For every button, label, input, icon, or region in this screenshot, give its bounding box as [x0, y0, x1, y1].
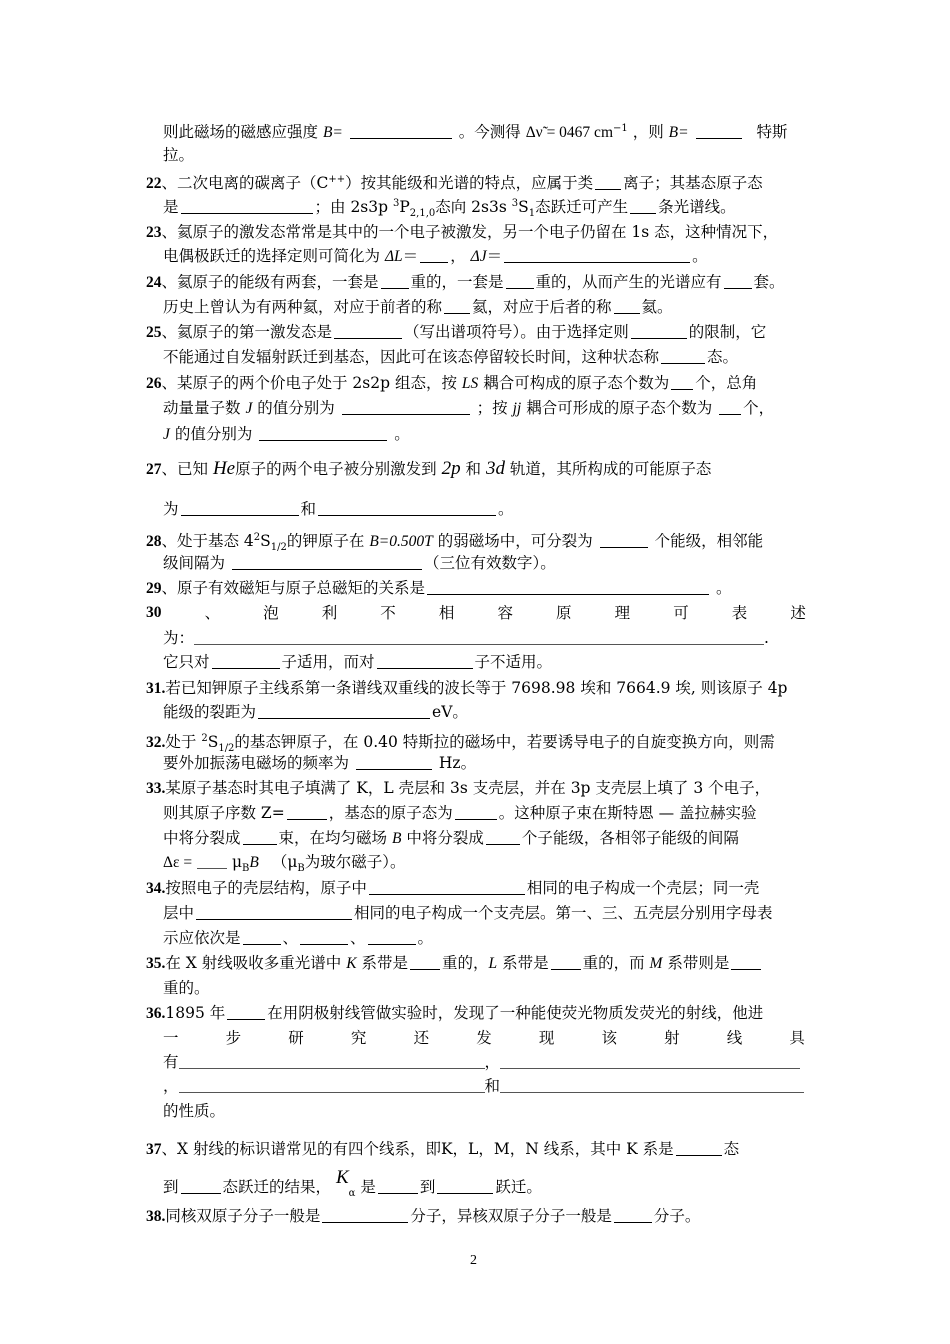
q33-line1 — [146, 778, 770, 799]
var: He — [212, 458, 236, 479]
var: M — [649, 955, 663, 972]
answer-blank[interactable] — [342, 400, 470, 415]
var: K — [335, 1167, 349, 1188]
text: 个， — [743, 399, 775, 417]
superscript: 3 — [511, 198, 519, 209]
text: 相同的电子构成一个壳层；同一壳 — [526, 879, 760, 897]
question-number: 31. — [146, 680, 166, 697]
answer-blank[interactable] — [696, 124, 742, 139]
text: . — [764, 629, 769, 647]
text: 条光谱线。 — [658, 198, 736, 216]
var: B — [249, 854, 259, 871]
answer-blank[interactable] — [287, 805, 327, 820]
superscript: −1 — [613, 123, 628, 134]
text: 原子的两个电子被分别激发到 — [235, 460, 437, 478]
q33-line2 — [163, 803, 757, 823]
term-symbol: S — [207, 733, 219, 751]
q28-line2 — [163, 553, 556, 573]
text: 分子。 — [653, 1207, 701, 1225]
text: 、氦原子的激发态常常是其中的一个电子被激发，另一个电子仍留在 1s 态，这种情况下， — [161, 223, 779, 241]
q22-line2 — [163, 194, 736, 224]
subscript: B — [297, 863, 305, 874]
question-number: 29 — [146, 580, 162, 597]
text: ；按 — [476, 399, 508, 417]
answer-blank[interactable] — [506, 274, 534, 289]
q27-line1 — [146, 459, 711, 480]
question-number: 30 — [146, 604, 162, 621]
answer-blank[interactable] — [444, 299, 470, 314]
text: 示应依次是 — [163, 929, 241, 947]
symbol: μ — [231, 853, 243, 871]
answer-blank[interactable] — [243, 830, 277, 845]
text: 和 — [465, 460, 482, 478]
text: 是 — [163, 198, 179, 216]
answer-blank[interactable] — [500, 1078, 804, 1093]
text: 。今测得 — [458, 123, 521, 141]
text: 中将分裂成 — [406, 829, 484, 847]
text: 在用阴极射线管做实验时，发现了一种能使荧光物质发荧光的射线，他进 — [267, 1004, 764, 1022]
question-number: 25 — [146, 324, 162, 341]
text: 轨道，其所构成的可能原子态 — [509, 460, 712, 478]
q21-line2: 拉。 — [163, 146, 195, 164]
q26-line1 — [146, 373, 757, 394]
text: 离子；其基态原子态 — [623, 174, 763, 192]
text: 、氦原子的能级有两套，一套是 — [161, 273, 379, 291]
text: 则此磁场的磁感应强度 — [163, 123, 319, 141]
answer-blank[interactable] — [731, 955, 761, 970]
text: 系带是 — [502, 954, 549, 972]
answer-blank[interactable] — [197, 854, 227, 869]
text: 同核双原子分子一般是 — [165, 1207, 321, 1225]
var: K — [346, 955, 357, 972]
text: 、 — [350, 929, 366, 947]
text: 若已知钾原子主线系第一条谱线双重线的波长等于 7698.98 埃和 7664.9 埃, 则该原子 4p — [165, 679, 788, 697]
q36-line1 — [146, 1003, 763, 1024]
var: 3d — [485, 458, 505, 479]
text: （三位有效数字）。 — [423, 554, 556, 572]
q24-line1 — [146, 272, 785, 293]
text: 能级的裂距为 — [163, 703, 257, 721]
text: 处于 — [165, 733, 197, 751]
text: 容 — [497, 604, 513, 622]
question-number: 22 — [146, 175, 162, 192]
text: 、已知 — [161, 460, 209, 478]
text: 相 — [438, 604, 455, 622]
q38-line1 — [146, 1206, 700, 1227]
text: 该 — [601, 1029, 617, 1047]
text: 射 — [664, 1029, 680, 1047]
var: J — [245, 400, 253, 417]
text: 重的，而 — [582, 954, 645, 972]
text: 历史上曾认为有两种氦，对应于前者的称 — [163, 298, 443, 316]
text: 子不适用。 — [474, 653, 553, 671]
text: 态 — [723, 1140, 740, 1158]
var: ΔL — [384, 248, 403, 265]
text: 、处于基态 4 — [161, 532, 254, 550]
text: 1895 年 — [165, 1004, 226, 1022]
text: 、 — [204, 604, 221, 622]
answer-blank[interactable] — [369, 880, 525, 895]
text: 它只对 — [163, 653, 210, 671]
text: 的限制，它 — [688, 323, 767, 341]
answer-blank[interactable] — [368, 930, 416, 945]
text: 态。 — [707, 348, 739, 366]
superscript: 2 — [201, 733, 208, 744]
question-number: 26 — [146, 375, 162, 392]
answer-blank[interactable] — [334, 324, 402, 339]
q30-line1 — [146, 603, 806, 623]
q30-line2 — [163, 628, 769, 648]
subscript: 1/2 — [270, 542, 287, 553]
answer-blank[interactable] — [181, 501, 299, 516]
text: 电偶极跃迁的选择定则可简化为 — [163, 247, 381, 265]
text: 原 — [556, 604, 572, 622]
text: 。 — [394, 425, 410, 443]
answer-blank[interactable] — [181, 1179, 221, 1194]
text: 氦，对应于后者的称 — [472, 298, 612, 316]
text: 是 — [360, 1178, 376, 1196]
text: 研 — [288, 1029, 304, 1047]
subscript: 1/2 — [218, 743, 235, 754]
subscript: B — [242, 863, 250, 874]
answer-blank[interactable] — [600, 533, 648, 548]
text: 、 — [282, 929, 299, 947]
q31-line1 — [146, 678, 787, 699]
answer-blank[interactable] — [322, 1208, 408, 1223]
text: 个，总角 — [695, 374, 758, 392]
answer-blank[interactable] — [551, 955, 581, 970]
text: ＝ — [402, 247, 419, 265]
subscript: 1 — [528, 208, 536, 219]
var: B=0.500T — [369, 533, 433, 550]
text: 的值分别为 — [174, 425, 253, 443]
text: 。 — [692, 247, 708, 265]
q27-line2 — [163, 499, 514, 519]
text: 和 — [484, 1077, 501, 1095]
q26-line3 — [163, 424, 410, 445]
question-number: 36. — [146, 1005, 166, 1022]
text: 到 — [163, 1178, 179, 1196]
text: 利 — [321, 604, 338, 622]
text: 、X 射线的标识谱常见的有四个线系，即K，L，M，N 线系，其中 K 系是 — [161, 1140, 674, 1158]
answer-blank[interactable] — [381, 274, 409, 289]
text: 。 — [417, 929, 434, 947]
text: 氦。 — [641, 298, 673, 316]
text: 重的， — [442, 954, 489, 972]
answer-blank[interactable] — [378, 1179, 418, 1194]
answer-blank[interactable] — [676, 1141, 722, 1156]
answer-blank[interactable] — [181, 199, 313, 214]
text: 为： — [163, 629, 195, 647]
q35-line1 — [146, 953, 763, 974]
answer-blank[interactable] — [420, 248, 448, 263]
symbol: μ — [287, 853, 298, 871]
text: 个能级，相邻能 — [654, 532, 764, 550]
answer-blank[interactable] — [427, 580, 709, 595]
q36-line3 — [163, 1052, 800, 1072]
text: 究 — [350, 1029, 367, 1047]
text: 跃迁。 — [495, 1178, 542, 1196]
text: 一 — [163, 1029, 179, 1047]
answer-blank[interactable] — [259, 426, 387, 441]
text: 。这种原子束在斯特恩 — 盖拉赫实验 — [498, 804, 757, 822]
text: 现 — [538, 1029, 555, 1047]
answer-blank[interactable] — [410, 955, 440, 970]
text: 泡 — [263, 604, 279, 622]
text: ，基态的原子态为 — [328, 804, 453, 822]
text: 。 — [715, 579, 732, 597]
answer-blank[interactable] — [724, 274, 752, 289]
superscript: 3 — [392, 198, 400, 209]
text: 的弱磁场中，可分裂为 — [437, 532, 593, 550]
answer-blank[interactable] — [630, 199, 656, 214]
question-number: 27 — [146, 461, 162, 478]
text: 述 — [790, 604, 806, 622]
answer-blank[interactable] — [212, 654, 280, 669]
text: 态跃迁可产生 — [535, 198, 629, 216]
q37-line2 — [163, 1167, 542, 1204]
page-number: 2 — [470, 1253, 477, 1268]
q37-line1 — [146, 1139, 739, 1160]
text: ， — [450, 247, 466, 265]
text: 为 — [163, 500, 179, 518]
text: 系带则是 — [667, 954, 730, 972]
text: 分子，异核双原子分子一般是 — [410, 1207, 612, 1225]
q23-line2 — [163, 246, 708, 267]
text: 可 — [673, 604, 689, 622]
question-number: 38. — [146, 1208, 166, 1225]
var: LS — [461, 375, 479, 392]
text: 还 — [413, 1029, 430, 1047]
q36-line5: 的性质。 — [163, 1102, 226, 1120]
q29-line1 — [146, 578, 731, 599]
answer-blank[interactable] — [377, 654, 473, 669]
question-number: 35. — [146, 955, 166, 972]
answer-blank[interactable] — [504, 248, 690, 263]
text: 具 — [789, 1029, 805, 1047]
text: 有 — [163, 1053, 179, 1071]
answer-blank[interactable] — [179, 1078, 485, 1093]
text: 和 — [300, 500, 317, 518]
text: 系带是 — [361, 954, 408, 972]
text: 耦合可构成的原子态个数为 — [483, 374, 670, 392]
superscript: 2 — [253, 532, 261, 543]
q24-line2 — [163, 297, 673, 317]
text: 相同的电子构成一个支壳层。第一、三、五壳层分别用字母表 — [354, 904, 773, 922]
answer-blank[interactable] — [196, 905, 352, 920]
question-number: 34. — [146, 880, 166, 897]
text: 、原子有效磁矩与原子总磁矩的关系是 — [161, 579, 426, 597]
text: 发 — [476, 1029, 492, 1047]
q25-line1 — [146, 322, 766, 343]
text: 层中 — [163, 904, 195, 922]
answer-blank[interactable] — [719, 400, 741, 415]
text: 动量量子数 — [163, 399, 241, 417]
text: 为玻尔磁子）。 — [304, 853, 406, 871]
q31-line2 — [163, 702, 468, 722]
answer-blank[interactable] — [194, 630, 764, 645]
answer-blank[interactable] — [227, 1005, 265, 1020]
text: 中将分裂成 — [163, 829, 241, 847]
answer-blank[interactable] — [437, 1179, 493, 1194]
text: 束，在均匀磁场 — [278, 829, 388, 847]
answer-blank[interactable] — [356, 755, 432, 770]
answer-blank[interactable] — [486, 830, 520, 845]
text: 某原子基态时其电子填满了 K，L 壳层和 3s 支壳层，并在 3p 支壳层上填了 3 个电子， — [165, 779, 771, 797]
q35-line2: 重的。 — [163, 979, 210, 997]
question-number: 23 — [146, 224, 162, 241]
text: 特斯 — [756, 123, 788, 141]
question-number: 24 — [146, 274, 162, 291]
answer-blank[interactable] — [350, 124, 452, 139]
q33-line3 — [163, 828, 739, 849]
text: 级间隔为 — [163, 554, 226, 572]
text: Hz。 — [438, 754, 477, 772]
text: 的钾原子在 — [286, 532, 365, 550]
subscript: 2,1,0 — [409, 208, 436, 219]
q33-line4 — [163, 852, 406, 879]
text: （写出谱项符号）。由于选择定则 — [404, 323, 629, 341]
term-symbol: P — [399, 198, 410, 216]
text: 不 — [380, 604, 396, 622]
answer-blank[interactable] — [671, 375, 693, 390]
q36-line4 — [163, 1076, 804, 1096]
text: 在 X 射线吸收多重光谱中 — [165, 954, 342, 972]
var: B= — [668, 124, 689, 141]
answer-blank[interactable] — [500, 1054, 800, 1069]
q34-line1 — [146, 878, 759, 899]
text: （ — [271, 853, 288, 871]
answer-blank[interactable] — [595, 175, 621, 190]
text: ；由 2s3p — [314, 198, 389, 216]
var: B — [391, 830, 402, 847]
var: ΔJ — [470, 248, 487, 265]
text: 态跃迁的结果， — [222, 1178, 332, 1196]
text: 重的，一套是 — [410, 273, 504, 291]
text: 、某原子的两个价电子处于 2s2p 组态，按 — [161, 374, 457, 392]
text: ）按其能级和光谱的特点，应属于类 — [345, 174, 594, 192]
text: 步 — [225, 1029, 242, 1047]
text: 个子能级，各相邻子能级的间隔 — [521, 829, 739, 847]
text: 的基态钾原子，在 0.40 特斯拉的磁场中，若要诱导电子的自旋变换方向，则需 — [234, 733, 775, 751]
text: 的值分别为 — [257, 399, 335, 417]
answer-blank[interactable] — [614, 1208, 652, 1223]
answer-blank[interactable] — [300, 930, 348, 945]
text: 按照电子的壳层结构，原子中 — [165, 879, 367, 897]
answer-blank[interactable] — [455, 805, 497, 820]
text: 线 — [726, 1029, 743, 1047]
text: ，则 — [632, 123, 664, 141]
superscript: ++ — [328, 174, 346, 185]
text: 、氦原子的第一激发态是 — [161, 323, 333, 341]
formula: Δν̃ = 0467 cm — [525, 124, 613, 141]
text: 理 — [614, 604, 631, 622]
text: 表 — [731, 604, 748, 622]
text: 到 — [419, 1178, 436, 1196]
question-number: 37 — [146, 1141, 162, 1158]
text: 耦合可形成的原子态个数为 — [526, 399, 713, 417]
text: 态向 2s3s — [435, 198, 507, 216]
term-symbol: S — [518, 198, 529, 216]
q34-line3 — [163, 928, 433, 948]
term-symbol: S — [260, 532, 271, 550]
question-number: 33. — [146, 780, 166, 797]
answer-blank[interactable] — [232, 555, 422, 570]
text: 。 — [498, 500, 514, 518]
q34-line2 — [163, 903, 773, 923]
text: 重的，从而产生的光谱应有 — [535, 273, 722, 291]
var: B= — [322, 124, 343, 141]
answer-blank[interactable] — [661, 349, 705, 364]
var: jj — [512, 400, 522, 417]
answer-blank[interactable] — [631, 324, 687, 339]
q26-line2 — [163, 398, 774, 419]
answer-blank[interactable] — [614, 299, 640, 314]
answer-blank[interactable] — [258, 704, 430, 719]
text: 不能通过自发辐射跃迁到基态，因此可在该态停留较长时间，这种状态称 — [163, 348, 660, 366]
answer-blank[interactable] — [318, 501, 496, 516]
var: J — [163, 426, 170, 443]
text: ， — [163, 1077, 179, 1095]
var: L — [488, 955, 498, 972]
text: Δε = — [163, 854, 193, 871]
text: eV。 — [432, 703, 468, 721]
text: 要外加振荡电磁场的频率为 — [163, 754, 350, 772]
q30-line3 — [163, 652, 552, 672]
question-number: 32. — [146, 734, 166, 751]
var: 2p — [441, 458, 461, 479]
q36-line2 — [163, 1028, 805, 1048]
text: 则其原子序数 Z= — [163, 804, 285, 822]
answer-blank[interactable] — [243, 930, 281, 945]
q21-line1 — [163, 119, 787, 143]
answer-blank[interactable] — [179, 1054, 485, 1069]
question-number: 28 — [146, 533, 162, 550]
q23-line1 — [146, 222, 778, 243]
q22-line1 — [146, 170, 763, 194]
q25-line2 — [163, 347, 738, 367]
q32-line2 — [163, 753, 476, 773]
text: ＝ — [486, 247, 503, 265]
subscript: α — [348, 1188, 356, 1199]
text: ， — [484, 1053, 501, 1071]
text: 子适用，而对 — [281, 653, 375, 671]
text: 套。 — [753, 273, 785, 291]
text: 、二次电离的碳离子（C — [161, 174, 329, 192]
